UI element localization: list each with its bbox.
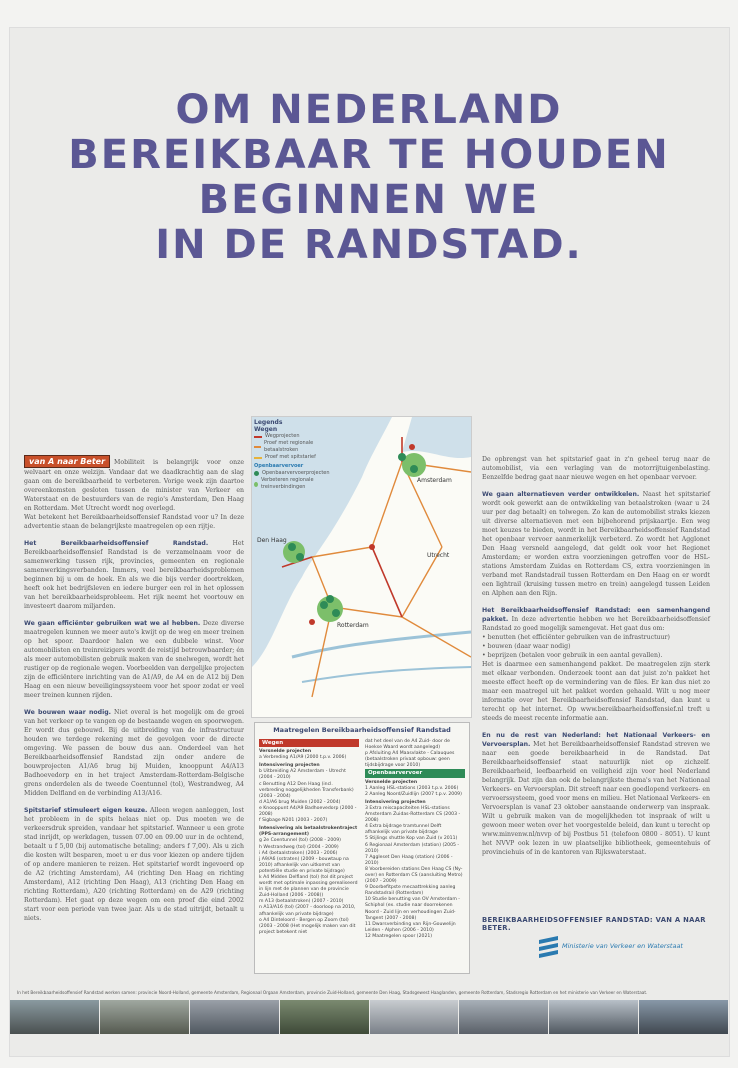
slogan: BEREIKBAARHEIDSOFFENSIEF RANDSTAD: VAN A NAAR BETER. xyxy=(482,916,706,932)
measures-item: g 2e Coentunnel (tol) (2008 - 2009) xyxy=(259,838,341,844)
measures-item: b Uitbreiding A2 Amsterdam - Utrecht (2004 - 2010) xyxy=(259,769,346,781)
section-heading: Spitstarief stimuleert eigen keuze. xyxy=(24,807,148,814)
bullet: • benutten (het efficiënter gebruiken van de infrastructuur) xyxy=(482,634,670,641)
van-a-naar-beter-logo: van A naar Beter xyxy=(24,455,110,468)
measures-item: a Verbreding A1/A9 (2000 t.p.v. 2006) xyxy=(259,755,347,761)
ministry-name: Ministerie van Verkeer en Waterstaat xyxy=(562,942,683,950)
highway-photo xyxy=(190,1000,279,1034)
paragraph: Het Bereikbaarheidsoffensief Randstad is de verzamelnaam voor de samenwerking tussen rijk, provincies, gemeenten en regionale samenwerkingsverbanden. Immers, veel bereikbaarheidsproblemen beginnen bij u om de hoek. En als we die bijs verder doortrekken, heeft ook het bedrijfsleven en iedere burger een rol in het oplossen van het bereikbaarheidsprobleem. Het rijk neemt het voortouw en investeert daarom miljarden. xyxy=(24,540,244,610)
measures-item: n A13/A16 (tol) (2007 - doorloop na 2010, afhankelijk van private bijdrage) xyxy=(259,905,356,917)
legend-swatch xyxy=(254,446,261,448)
measures-subheading: Versnelde projecten xyxy=(365,779,418,785)
paragraph: In deze advertentie hebben we het Bereikbaarheidsoffensief Randstad zo goed mogelijk samengevat. Het gaat dus om: xyxy=(482,616,710,632)
section-heading: Het Bereikbaarheidsoffensief Randstad. xyxy=(24,540,209,547)
tunnel-photo xyxy=(10,1000,99,1034)
openbaarvervoer-bar: Openbaarvervoer xyxy=(365,769,465,777)
measures-item: 11 Dwarsverbinding van Rijn-Gouwelijn Leiden - Alphen (2006 - 2010) xyxy=(365,921,456,933)
measures-item: f Sigbage N201 (2003 - 2007) xyxy=(259,818,328,824)
paragraph: Het is daarmee een samenhangend pakket. De maatregelen zijn sterk met elkaar verbonden. Onderzoek toont aan dat juist zo'n pakket het meeste effect heeft op de vermindering van de files. Er kan dus niet zo maar een maatregel uit het pakket worden gehaald. Wilt u nog meer informatie over het Bereikbaarheidsoffensief Randstad, dan kunt u terecht op het internet. Op www.bereikbaarheidsoffensief.nl treft u steeds de meest recente informatie aan. xyxy=(482,661,710,722)
paragraph: Naast het spitstarief wordt ook gewerkt aan de ontwikkeling van betaalstroken (waar u 24 uur per dag betaalt) en tolwegen. Zo kan de automobilist straks kiezen uit diverse alternatieven met een bijbehorend prijskaartje. Een weg moet keuzes te bieden, wordt in het Bereikbaarheidsoffensief Randstad het openbaar vervoer aanmerkelijk verbeterd. Zo wordt het Agglonet Den Haag versneld aangelegd, dat geldt ook voor het Regionet Amsterdam; er worden extra voorzieningen getroffen voor de HSL-stations Amsterdam Zuidas en Rotterdam CS, extra voorzieningen in verband met Randstadrail tussen Rotterdam en Den Haag en er wordt een lightrail (kruising tussen metro en trein) aangelegd tussen Leiden en Alphen aan den Rijn. xyxy=(482,491,710,597)
station-photo xyxy=(549,1000,638,1034)
measures-item: p Afsluiting A4 Maasvlakte - Calauques (betaalstroken privaat opbouw: geen tijdsbijdrage voor 2010) xyxy=(365,751,455,769)
measures-item: 4 Extra bijdrage tramtunnel Delft afhankelijk van private bijdrage xyxy=(365,824,442,836)
paragraph: De opbrengst van het spitstarief gaat in z'n geheel terug naar de automobilist, via een verlaging van de motorrijtuigenbelasting. Eenzelfde bedrag gaat naar nieuwe wegen en het openbaar vervoer. xyxy=(482,456,710,481)
photo-strip xyxy=(10,1000,728,1034)
measures-item: 1 Aanleg HSL-stations (2003 t.p.v. 2006) xyxy=(365,785,459,791)
footer-partners: In het Bereikbaarheidsoffensief Randstad werken samen: provincie Noord-Holland, gemeente Amsterdam, Regionaal Orgaan Amsterdam, provincie Zuid-Holland, gemeente Den Haag, Stadsgewest Haaglanden, gemeente Rotterdam, Stadsregio Rotterdam en het ministerie van Verkeer en Waterstaat. xyxy=(17,990,648,995)
headline xyxy=(0,88,738,268)
arch-bridge-photo xyxy=(639,1000,728,1034)
section-heading: We gaan efficiënter gebruiken wat we al hebben. xyxy=(24,620,201,627)
measures-col-1 xyxy=(259,739,359,936)
measures-item: j A9/A6 (sstraten) (2009 - bouwtaup na 2010) afhankelijk van uitkomst van potentiële studie en private bijdrage) xyxy=(259,856,349,874)
map-label-utrecht: Utrecht xyxy=(427,552,450,559)
measures-item: 6 Regionaal Amsterdam (station) (2005 - 2010) xyxy=(365,842,460,854)
left-column xyxy=(24,455,244,931)
legend-item: Openbaarvervoerprojecten xyxy=(254,470,339,477)
legend-swatch xyxy=(254,436,262,438)
legend-item: Proef met regionale betaalstroken xyxy=(254,440,339,454)
legend-swatch xyxy=(254,471,259,476)
legend-item: Wegprojecten xyxy=(254,433,339,440)
measures-item: 7 Aggleset Den Haag (station) (2006 - 2010) xyxy=(365,854,453,866)
map-label-amsterdam: Amsterdam xyxy=(417,477,452,484)
measures-subheading: Intensivering projecten xyxy=(259,763,320,769)
intro-text: Mobiliteit is belangrijk voor onze welvaart en onze welzijn. Vandaar dat we daadkrachtig aan de slag gaan om de bereikbaarheid te verbeteren. Vorige week zijn daartoe overeenkomsten gesloten tussen de minister van Verkeer en Waterstaat en de bestuurders van de regio's Amsterdam, Den Haag en Rotterdam. Met Utrecht wordt nog overlegd. xyxy=(24,459,244,512)
train-photo xyxy=(459,1000,548,1034)
measures-item: dat het deel van de A4 Zuid- door de Hoekse Waard wordt aangelegd) xyxy=(365,739,450,751)
bullet: • bouwen (daar waar nodig) xyxy=(482,643,571,650)
measures-item: 2 Aanleg Noord/Zuidlijn (2007 t.p.v. 2009) xyxy=(365,791,462,797)
legend-swatch xyxy=(254,482,258,487)
paragraph: Niet overal is het mogelijk om de groei van het verkeer op te vangen op de bestaande wegen en spoorwegen. Er wordt dus gebouwd. Bij de uitbreiding van de infrastructuur houden we terdege rekening met de gevolgen voor de directe omgeving. We passen de bouw dus aan. Onderdeel van het Bereikbaarheidsoffensief Randstad zijn onder andere de bouwprojecten A1/A6 brug bij Muiden, knooppunt A4/A13 Badhoevedorp en in het traject Amsterdam-Rotterdam-Belgische grens onderdelen als de tweede Coentunnel (tol), Westrandweg, A4 Midden Delfland en de verbinding A13/A16. xyxy=(24,709,244,797)
measures-item: 12 Maatregelen spoor (2021) xyxy=(365,933,433,939)
ministry-logo xyxy=(538,934,728,964)
measures-item: i A4 (betaalstroken) (2003 - 2006) xyxy=(259,850,338,856)
headline-line: OM NEDERLAND xyxy=(175,87,563,133)
legend-item: Proef met spitstarief xyxy=(254,454,339,461)
measures-item: h Westrandweg (tol) (2004 - 2009) xyxy=(259,844,339,850)
measures-title: Maatregelen Bereikbaarheidsoffensief Randstad xyxy=(273,726,451,734)
intro-text-2: Wat betekent het Bereikbaarheidsoffensief Randstad voor u? In deze advertentie staan de belangrijkste maatregelen op een rijtje. xyxy=(24,514,244,530)
map-label-rotterdam: Rotterdam xyxy=(337,622,369,629)
landscape-photo xyxy=(280,1000,369,1034)
measures-subheading: Intensivering als betaalstrokentraject (PPS-arrangement) xyxy=(259,826,358,838)
section-heading: En nu de rest van Nederland: het Nationaal Verkeers- en Vervoersplan. xyxy=(482,732,710,748)
measures-col-2 xyxy=(365,739,465,940)
measures-box xyxy=(254,722,470,974)
measures-item: 8 Voorbereiden stations Den Haag CS (Ny-over) en Rotterdam CS (aansluiting Metro) (2007 - 2009) xyxy=(365,866,463,885)
randstad-map xyxy=(251,416,472,718)
measures-item: c Benutting A12 Den Haag (incl. verbreding noggelijkheden Transferbank) (2003 - 2004) xyxy=(259,781,354,799)
headline-line: BEGINNEN WE xyxy=(198,177,540,223)
measures-item: d A1/A6 brug Muiden (2002 - 2004) xyxy=(259,799,341,805)
measures-item: 10 Studie benutting van OV Amsterdam - Schiphol (ex. studie naar doorrekenen Noord - Zuid lijn en verhoudingen Zuid-Tangent (2007 - 2008) xyxy=(365,897,460,921)
map-legend xyxy=(254,419,339,491)
legend-ov-title: Openbaarvervoer xyxy=(254,463,304,469)
map-label-den-haag: Den Haag xyxy=(257,537,287,544)
headline-line: IN DE RANDSTAD. xyxy=(155,222,583,268)
measures-item: 5 Stijlings shuttle Kop van Zuid (v 2011) xyxy=(365,836,458,842)
measures-item: 3 Extra reiscapaciteiten HSL-stations Amsterdam Zuidas-Rotterdam CS (2003 - 2008) xyxy=(365,805,461,824)
section-heading: We bouwen waar nodig. xyxy=(24,709,111,716)
paragraph: Deze diverse maatregelen kunnen we meer auto's kwijt op de weg en meer treinen op het spoor. Daardoor halen we een dubbele winst. Voor automobilisten en treinreizigers wordt de reistijd betrouwbaarder; én als meer automobilisten gebruik maken van de snelwegen, wordt het rustiger op de regionale wegen. Voorbeelden van dergelijke projecten zijn de efficiëntere inrichting van de A1/A9, de A4 en de A12 bij Den Haag en een nieuw beveiligingssysteem voor het spoor zodat er veel meer treinen kunnen rijden. xyxy=(24,620,244,699)
measures-subheading: Intensivering projecten xyxy=(365,799,426,805)
legend-swatch xyxy=(254,457,262,459)
measures-item: o A4 Dinteloord - Bergen op Zoom (tol) (2003 - 2008 (Het mogelijk maken van dit project betekent niet xyxy=(259,917,356,935)
ministry-wave-icon xyxy=(538,934,560,960)
headline-line: BEREIKBAAR TE HOUDEN xyxy=(68,132,670,178)
paragraph: Met het Bereikbaarheidsoffensief Randstad streven we naar een goede bereikbaarheid in de Randstad. Dat Bereikbaarheidsoffensief staat natuurlijk niet op zichzelf. Bereikbaarheid, leefbaarheid en veiligheid zijn voor heel Nederland belangrijk. Dat zijn dan ook de belangrijkste thema's van het Nationaal Verkeers- en Vervoersplan. Dit streeft naar een goedlopend verkeers- en vervoerssysteem, goed voor mens en milieu. Het Nationaal Verkeers- en Vervoersplan is vanaf 23 oktober aanstaande onderwerp van inspraak. Wilt u gebruik maken van de mogelijkheden tot inspraak of wilt u gewoon meer weten over het voorgestelde beleid, dan kunt u terecht op www.minvenw.nl/nvvp of bij Postbus 51 (telefoon 0800 - 8051). U kunt het NVVP ook lezen in uw plaatselijke bibliotheek, gemeentehuis of provinciehuis of in de kantoren van Rijkswaterstaat. xyxy=(482,741,710,856)
bullet: • beprijzen (betalen voor gebruik in een aantal gevallen). xyxy=(482,652,663,659)
section-heading: We gaan alternatieven verder ontwikkelen. xyxy=(482,491,640,498)
paragraph: Alleen wegen aanleggen, lost het probleem in de spits helaas niet op. Dus moeten we de verkeersdruk spreiden, vandaar het spitstarief. Wanneer u een grote stad inrijdt, op werkdagen, tussen 07.00 en 09.00 uur in de ochtend, betaalt u f 5,00 (bij automatische betaling; anders f 7,00). Als u zich die kosten wilt besparen, moet u er dus voor kiezen op andere tijden of op andere manieren te reizen. Het spitstarief wordt ingevoerd op de A2 (richting Amsterdam), A4 (richting Den Haag en richting Amsterdam), A12 (richting Den Haag), A13 (richting Den Haag en richting Rotterdam), A20 (richting Rotterdam) en de A29 (richting Rotterdam). Het gaat op deze wegen om een proef die eind 2002 start voor een periode van twee jaar. Als u de stad uitrijdt, betaalt u niets. xyxy=(24,807,245,922)
road-photo xyxy=(100,1000,189,1034)
measures-item: k A4 Midden Delfland (tol) (tol dit project wordt met optimale inpassing gerealiseerd in lijn met de plannen van de provincie Zuid-Holland (2006 - 2008)) xyxy=(259,874,358,899)
measures-item: 9 Doorbefitpste mecaattrekking aanleg Randstadrail (Rotterdam) xyxy=(365,885,456,897)
wegen-bar: Wegen xyxy=(259,739,359,747)
section-heading: Het Bereikbaarheidsoffensief Randstad: een samenhangend pakket. xyxy=(482,607,710,623)
measures-subheading: Versnelde projecten xyxy=(259,749,312,755)
legend-item: Verbeteren regionale treinverbindingen xyxy=(254,477,339,491)
legend-roads-title: Wegen xyxy=(254,426,278,433)
measures-item: e Knooppunt A4/A9 Badhoevedorp (2000 - 2008) xyxy=(259,805,357,818)
legend-title: Legends xyxy=(254,419,283,426)
bridge-photo xyxy=(370,1000,459,1034)
right-column xyxy=(482,455,710,865)
measures-item: m A13 (betaalstroken) (2007 - 2010) xyxy=(259,899,344,905)
